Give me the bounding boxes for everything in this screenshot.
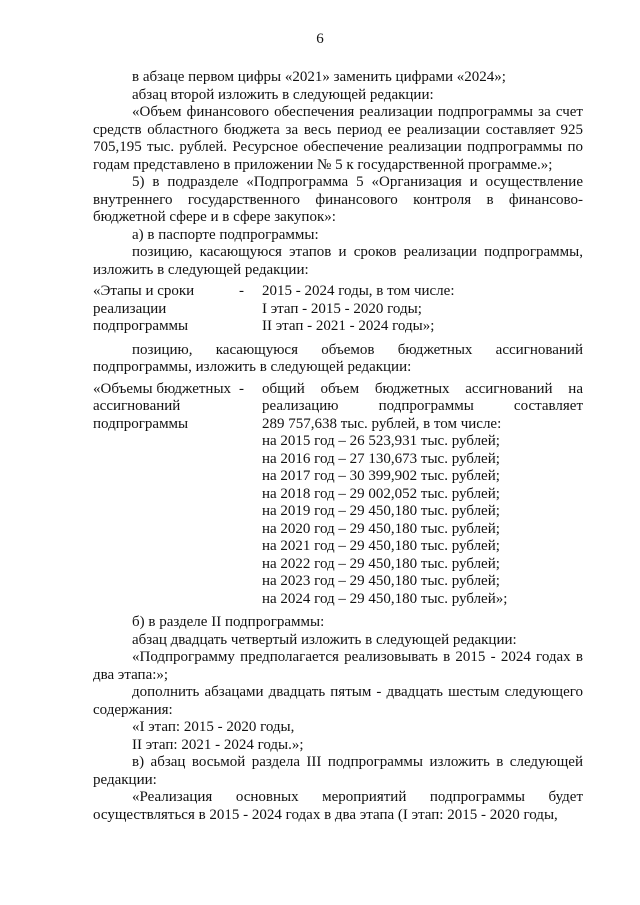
paragraph: «Объем финансового обеспечения реализации подпрограммы за счет средств областного бюджета за весь период ее реализации составляет 925 705,195 тыс. рублей. Ресурсное обеспечение реализации подпрограммы по годам представлено в приложении № 5 к государственной программе.»; [93, 104, 583, 173]
page-number: 6 [316, 31, 324, 47]
paragraph: 5) в подразделе «Подпрограмма 5 «Организация и осуществление внутреннего государственного финансового контроля в финансово-бюджетной сфере и в сфере закупок»: [93, 174, 583, 225]
paragraph: «I этап: 2015 - 2020 годы, [132, 719, 295, 735]
position-label: «Объемы бюджетных ассигнований подпрограммы [93, 380, 232, 432]
position-dash: - [239, 380, 244, 397]
position-dash: - [239, 283, 244, 299]
document-body [93, 69, 583, 824]
passport-position-stages [93, 283, 583, 336]
passport-position-budget [93, 381, 583, 609]
paragraph: «Реализация основных мероприятий подпрограммы будет осуществляться в 2015 - 2024 годах в два этапа (I этап: 2015 - 2020 годы, [93, 789, 583, 823]
paragraph: дополнить абзацами двадцать пятым - двадцать шестым следующего содержания: [93, 684, 583, 718]
paragraph: II этап: 2021 - 2024 годы.»; [132, 736, 304, 753]
position-value: 2015 - 2024 годы, в том числе: I этап - 2015 - 2020 годы; II этап - 2021 - 2024 годы»; [262, 283, 455, 334]
paragraph: а) в паспорте подпрограммы: [132, 226, 319, 243]
budget-intro: общий объем бюджетных ассигнований на реализацию подпрограммы составляет [262, 380, 583, 414]
paragraph: в) абзац восьмой раздела III подпрограммы изложить в следующей редакции: [93, 754, 583, 788]
position-value: общий объем бюджетных ассигнований на реализацию подпрограммы составляет 289 757,638 тыс. рублей, в том числе: на 2015 год – 26 523,931 тыс. рублей; на 2016 год – 27 130,673 тыс. рублей; на 2017 год – 30 399,902 тыс. рублей; на 2018 год – 29 002,052 тыс. рублей; на 2019 год – 29 450,180 тыс. рублей; на 2020 год – 29 450,180 тыс. рублей; на 2021 год – 29 450,180 тыс. рублей; на 2022 год – 29 450,180 тыс. рублей; на 2023 год – 29 450,180 тыс. рублей; на 2024 год – 29 450,180 тыс. рублей»; [262, 380, 583, 607]
paragraph: позицию, касающуюся этапов и сроков реализации подпрограммы, изложить в следующей редакции: [93, 244, 583, 278]
paragraph: в абзаце первом цифры «2021» заменить цифрами «2024»; [132, 69, 506, 85]
paragraph: позицию, касающуюся объемов бюджетных ассигнований подпрограммы, изложить в следующей редакции: [93, 341, 583, 375]
paragraph: абзац второй изложить в следующей редакции: [132, 86, 434, 103]
paragraph: «Подпрограмму предполагается реализовывать в 2015 - 2024 годах в два этапа:»; [93, 649, 583, 683]
paragraph: абзац двадцать четвертый изложить в следующей редакции: [132, 631, 517, 648]
position-label: «Этапы и сроки реализации подпрограммы [93, 283, 195, 334]
paragraph: б) в разделе II подпрограммы: [132, 614, 325, 630]
